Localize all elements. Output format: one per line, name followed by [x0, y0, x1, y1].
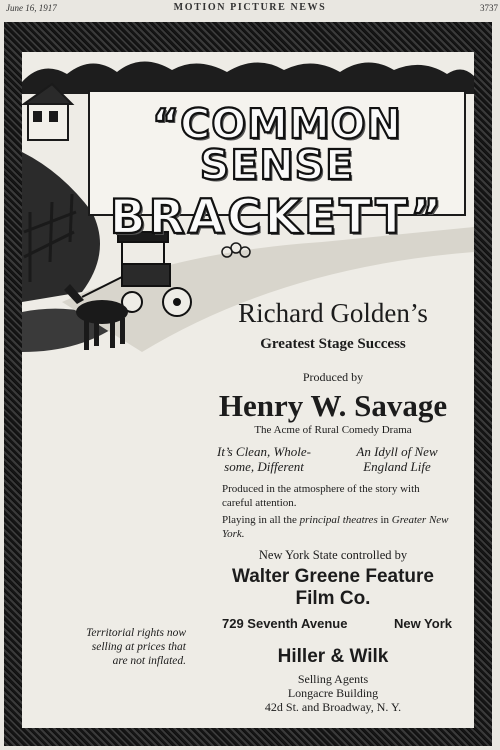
page-header [0, 0, 500, 18]
distributor-name [192, 566, 474, 610]
ornamental-border [4, 22, 492, 746]
page-number: 3737 [480, 3, 498, 13]
tagline: Greatest Stage Success [260, 336, 406, 352]
territorial-line: Territorial rights now [86, 627, 186, 639]
quote-left-line: some, Different [224, 459, 304, 474]
title-line-2: BRACKETT” [109, 190, 445, 245]
issue-date: June 16, 1917 [6, 3, 57, 13]
advertisement-panel [22, 52, 474, 728]
producer-name: Henry W. Savage [218, 388, 448, 423]
title-line-1: “COMMON SENSE [152, 100, 402, 189]
address-city: New York [393, 616, 452, 631]
territorial-line: selling at prices that [91, 641, 186, 653]
paragraph-text: in [377, 514, 392, 526]
title-banner [88, 90, 466, 245]
agent-name: Hiller & Wilk [277, 646, 389, 667]
agent-building: Longacre Building [287, 686, 379, 700]
agent-role: Selling Agents [297, 672, 369, 686]
quote-right [328, 444, 466, 474]
paragraph-atmosphere: Produced in the atmosphere of the story with careful attention. [222, 483, 420, 509]
paragraph-emphasis: Greater New York. [222, 514, 449, 540]
quote-right-line: An Idyll of New [356, 444, 438, 459]
paragraph-playing [222, 513, 452, 541]
paragraph-emphasis: principal theatres [299, 514, 378, 526]
agent-street: 42d St. and Broadway, N. Y. [264, 700, 402, 714]
address-street: 729 Seventh Avenue [222, 616, 348, 631]
distributor-line: Film Co. [295, 588, 371, 609]
produced-by-label: Produced by [302, 370, 364, 384]
quote-right-line: England Life [363, 459, 431, 474]
paragraph-text: Playing in all the [222, 514, 300, 526]
territorial-rights-note [46, 626, 186, 668]
territorial-line: are not inflated. [112, 655, 186, 667]
masthead: MOTION PICTURE NEWS [173, 2, 327, 13]
distributor-address [222, 616, 472, 631]
distributor-line: Walter Greene Feature [231, 566, 435, 587]
presenter-name: Richard Golden’s [238, 298, 428, 328]
controlled-by-label: New York State controlled by [258, 548, 408, 562]
quote-left-line: It’s Clean, Whole- [217, 444, 311, 459]
quote-left [200, 444, 328, 474]
subtitle: The Acme of Rural Comedy Drama [254, 424, 412, 436]
